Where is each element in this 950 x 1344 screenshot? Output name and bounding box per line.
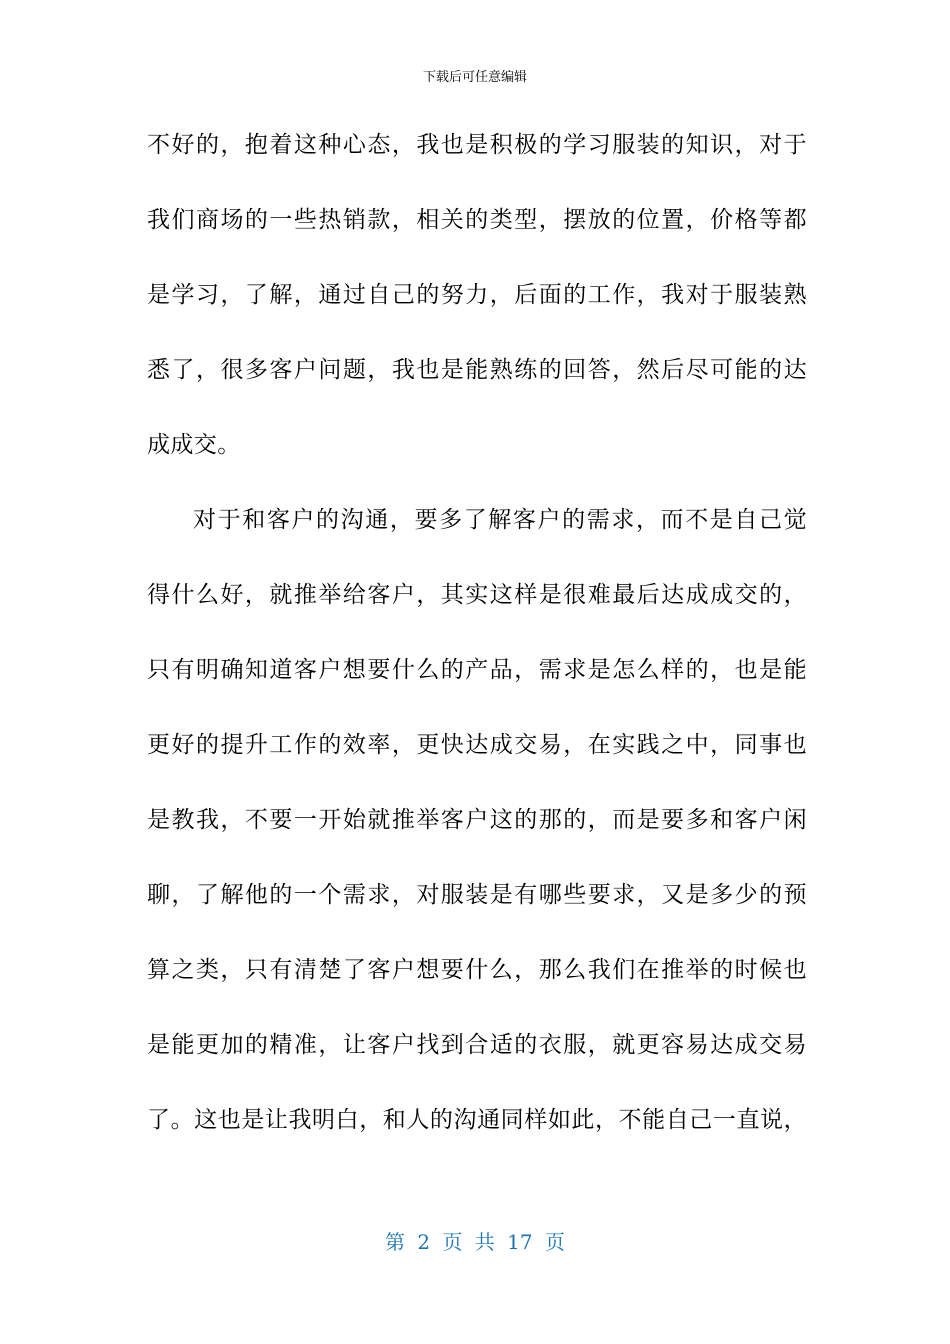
text-line: 更好的提升工作的效率，更快达成交易，在实践之中，同事也 — [147, 732, 807, 758]
document-body — [147, 120, 807, 1170]
text-line: 是学习，了解，通过自己的努力，后面的工作，我对于服装熟 — [147, 282, 807, 308]
text-line: 得什么好，就推举给客户，其实这样是很难最后达成成交的， — [147, 582, 807, 608]
text-line: 是教我，不要一开始就推举客户这的那的，而是要多和客户闲 — [147, 807, 807, 833]
text-line: 对于和客户的沟通，要多了解客户的需求，而不是自己觉 — [193, 507, 807, 533]
text-line: 我们商场的一些热销款，相关的类型，摆放的位置，价格等都 — [147, 207, 807, 233]
header-note: 下载后可任意编辑 — [422, 70, 527, 85]
page-number: 第 2 页 共 17 页 — [385, 1230, 565, 1254]
text-line: 成成交。 — [147, 432, 241, 458]
text-line: 悉了，很多客户问题，我也是能熟练的回答，然后尽可能的达 — [147, 357, 807, 383]
text-line: 是能更加的精准，让客户找到合适的衣服，就更容易达成交易 — [147, 1032, 807, 1058]
text-line: 只有明确知道客户想要什么的产品，需求是怎么样的，也是能 — [147, 657, 807, 683]
text-line: 了。这也是让我明白，和人的沟通同样如此，不能自己一直说， — [147, 1107, 807, 1133]
text-line: 不好的，抱着这种心态，我也是积极的学习服装的知识，对于 — [147, 132, 807, 158]
text-line: 算之类，只有清楚了客户想要什么，那么我们在推举的时候也 — [147, 957, 807, 983]
text-line: 聊，了解他的一个需求，对服装是有哪些要求，又是多少的预 — [147, 882, 807, 908]
